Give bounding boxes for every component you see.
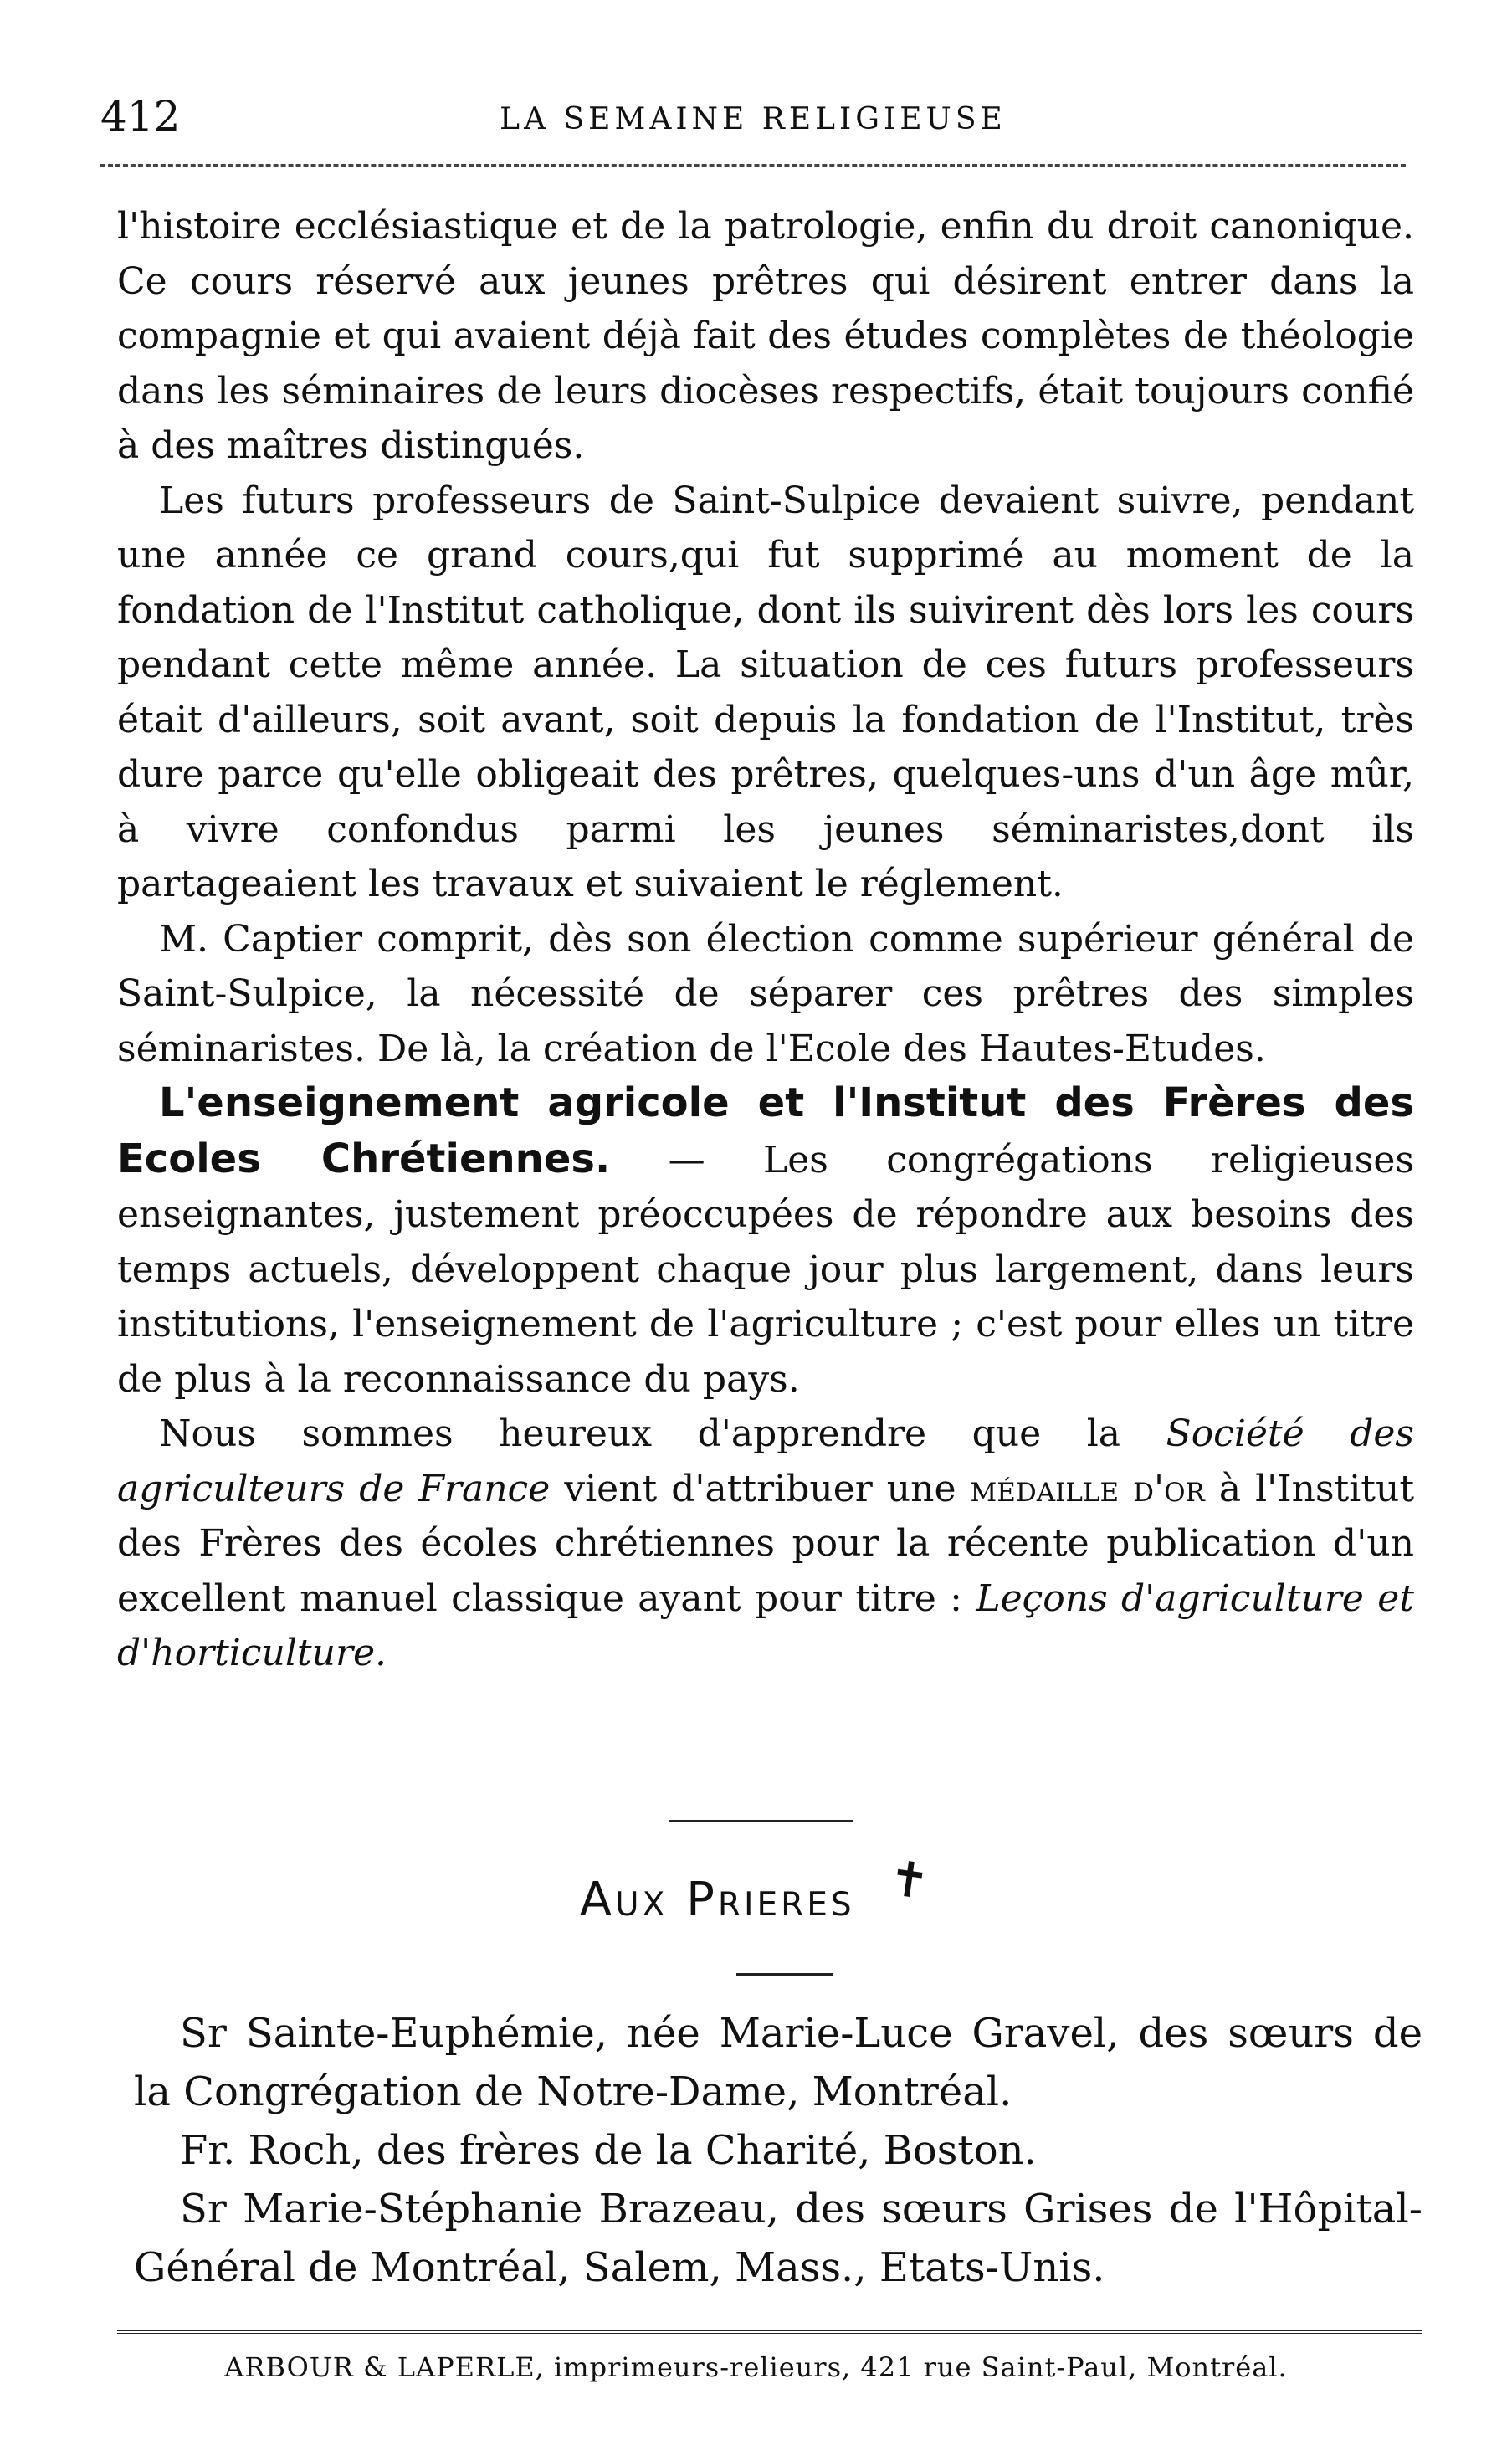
section-heading: L'enseignement agricole et l'Institut des Frères des Ecoles Chrétiennes. xyxy=(117,1079,1414,1182)
section-divider xyxy=(669,1820,853,1822)
cross-icon: ✝ xyxy=(884,1848,936,1912)
paragraph-5-text-b: vient d'attribuer une xyxy=(550,1467,971,1510)
prayer-entry: Sr Marie-Stéphanie Brazeau, des sœurs Grises de l'Hôpital-Général de Montréal, Salem, Mass., Etats-Unis. xyxy=(134,2186,1422,2291)
paragraph-4 xyxy=(117,1076,1414,1407)
footer-rule xyxy=(117,2330,1422,2334)
book-title: Leçons d'agriculture et d'horticulture. xyxy=(117,1576,1414,1674)
paragraph-5 xyxy=(117,1407,1414,1681)
printer-imprint: ARBOUR & LAPERLE, imprimeurs-relieurs, 421 rue Saint-Paul, Montréal. xyxy=(224,2351,1288,2383)
prayer-entry: Sr Sainte-Euphémie, née Marie-Luce Gravel, des sœurs de la Congrégation de Notre-Dame, Montréal. xyxy=(134,2010,1422,2115)
society-name: Société des agriculteurs de France xyxy=(117,1412,1414,1510)
prayer-entry: Fr. Roch, des frères de la Charité, Boston. xyxy=(180,2127,1037,2174)
paragraph-5-text-c: à l'Institut des Frères des écoles chrétiennes pour la récente publication d'un excellent manuel classique ayant pour titre : xyxy=(117,1467,1415,1620)
prayers-title: Aux Prieres xyxy=(579,1873,855,1927)
prayers-heading xyxy=(0,1848,1512,1927)
paragraph-2: Les futurs professeurs de Saint-Sulpice devaient suivre, pendant une année ce grand cours,qui fut supprimé au moment de la fondation de l'Institut catholique, dont ils suivirent dès lors les cours pendant cette même année. La situation de ces futurs professeurs était d'ailleurs, soit avant, soit depuis la fondation de l'Institut, très dure parce qu'elle obligeait des prêtres, quelques-uns d'un âge mûr, à vivre confondus parmi les jeunes séminaristes,dont ils partageaient les travaux et suivaient le réglement. xyxy=(117,479,1414,905)
page-header xyxy=(100,92,1406,151)
medal-label: médaille d'or xyxy=(970,1467,1205,1510)
prayer-list xyxy=(134,2004,1422,2297)
paragraph-5-text-a: Nous sommes heureux d'apprendre que la xyxy=(159,1412,1166,1455)
paragraph-4-text: — Les congrégations religieuses enseignantes, justement préoccupées de répondre aux besoins des temps actuels, développent chaque jour plus largement, dans leurs institutions, l'enseignement de l'agriculture ; c'est pour elles un titre de plus à la reconnaissance du pays. xyxy=(117,1138,1414,1401)
running-head: LA SEMAINE RELIGIEUSE xyxy=(500,102,1007,136)
paragraph-3: M. Captier comprit, dès son élection comme supérieur général de Saint-Sulpice, la nécessité de séparer ces prêtres des simples séminaristes. De là, la création de l'Ecole des Hautes-Etudes. xyxy=(117,917,1414,1070)
article-body xyxy=(117,199,1414,1681)
heading-underline xyxy=(736,1973,833,1976)
page-number: 412 xyxy=(100,92,181,141)
paragraph-1: l'histoire ecclésiastique et de la patrologie, enfin du droit canonique. Ce cours réservé aux jeunes prêtres qui désirent entrer dans la compagnie et qui avaient déjà fait des études complètes de théologie dans les séminaires de leurs diocèses respectifs, était toujours confié à des maîtres distingués. xyxy=(117,205,1414,467)
header-rule xyxy=(100,164,1406,167)
